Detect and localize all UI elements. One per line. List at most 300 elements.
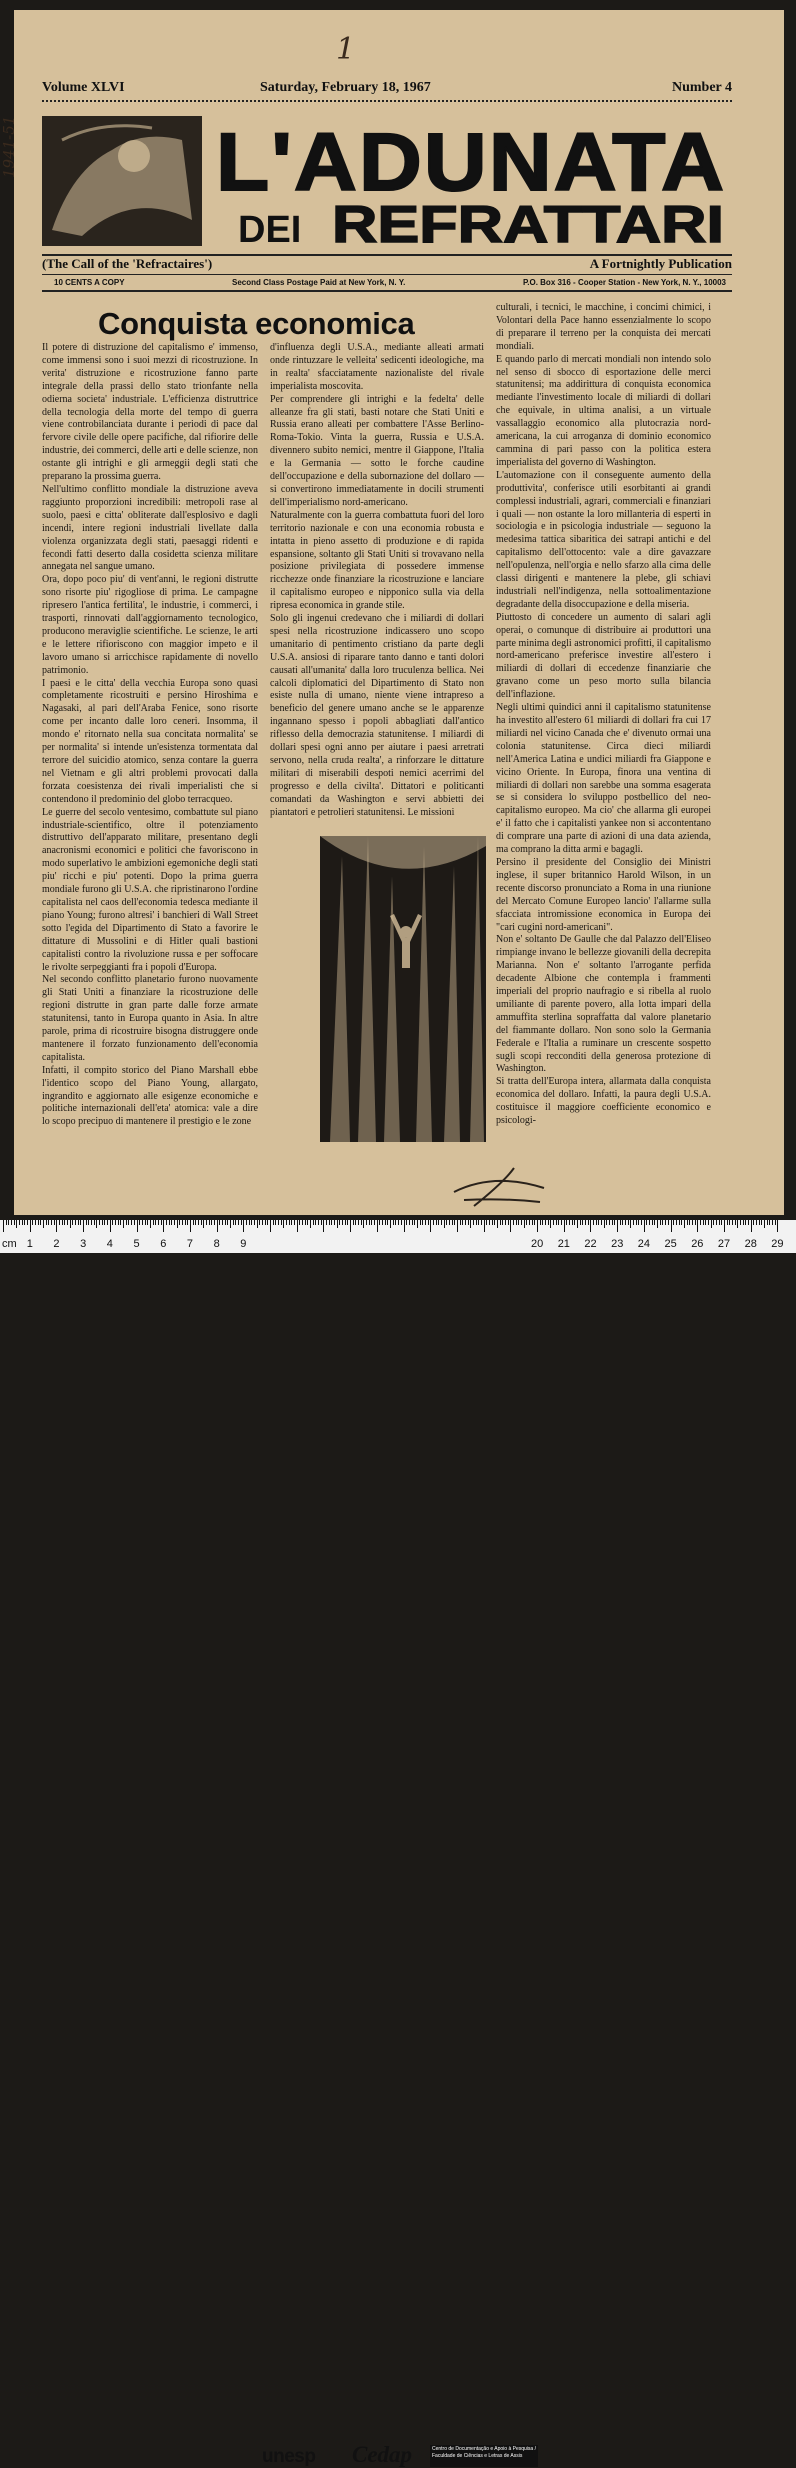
ruler-tick [444, 1220, 445, 1228]
ruler-tick [644, 1220, 645, 1232]
ruler-tick [553, 1220, 554, 1225]
ruler-tick [30, 1220, 31, 1232]
info-rule-top [42, 274, 732, 275]
ruler-tick [8, 1220, 9, 1225]
ruler-tick [641, 1220, 642, 1225]
ruler-tick [254, 1220, 255, 1225]
ruler-tick [206, 1220, 207, 1225]
ruler-tick [441, 1220, 442, 1225]
ruler-tick [465, 1220, 466, 1225]
ruler-tick [246, 1220, 247, 1225]
ruler-tick [326, 1220, 327, 1225]
subtitle-left: (The Call of the 'Refractaires') [42, 256, 213, 271]
ruler-tick [596, 1220, 597, 1225]
ruler-tick [590, 1220, 591, 1232]
ruler-tick [283, 1220, 284, 1228]
issue-date: Saturday, February 18, 1967 [260, 80, 431, 95]
ruler-tick [462, 1220, 463, 1225]
ruler-tick [377, 1220, 378, 1232]
woodcut-illustration [320, 836, 486, 1142]
handwritten-page-number: 1 [336, 32, 356, 67]
ruler-tick [652, 1220, 653, 1225]
ruler-tick [502, 1220, 503, 1225]
ruler-tick [636, 1220, 637, 1225]
ruler-tick [275, 1220, 276, 1225]
ruler-tick [294, 1220, 295, 1225]
ruler-tick [51, 1220, 52, 1225]
ruler-tick [489, 1220, 490, 1225]
ruler-tick [278, 1220, 279, 1225]
ruler-tick [406, 1220, 407, 1225]
ruler-tick [521, 1220, 522, 1225]
ruler-tick [310, 1220, 311, 1228]
ruler-tick [492, 1220, 493, 1225]
ruler-tick [574, 1220, 575, 1225]
ruler-tick [54, 1220, 55, 1225]
ruler-tick [532, 1220, 533, 1225]
ruler-tick [222, 1220, 223, 1225]
subtitle-right: A Fortnightly Publication [589, 256, 732, 271]
ruler-tick [662, 1220, 663, 1225]
ruler-tick [724, 1220, 725, 1232]
ruler-tick [671, 1220, 672, 1232]
ruler-tick [14, 1220, 15, 1225]
ruler-tick [569, 1220, 570, 1225]
ruler-tick [155, 1220, 156, 1225]
ruler-number: 9 [240, 1238, 247, 1250]
ruler-tick [665, 1220, 666, 1225]
ruler-tick [350, 1220, 351, 1232]
ruler-tick [147, 1220, 148, 1225]
ruler-tick [209, 1220, 210, 1225]
ruler-tick [315, 1220, 316, 1225]
ruler-number: 20 [531, 1238, 544, 1250]
ruler-tick [751, 1220, 752, 1232]
ruler-tick [689, 1220, 690, 1225]
ruler-tick [185, 1220, 186, 1225]
ruler-tick [542, 1220, 543, 1225]
title-adunata: L'ADUNATA [216, 117, 726, 208]
ruler-tick [729, 1220, 730, 1225]
ruler-tick [585, 1220, 586, 1225]
ruler-tick [703, 1220, 704, 1225]
ruler-tick [128, 1220, 129, 1225]
ruler-tick [78, 1220, 79, 1225]
ruler-tick [35, 1220, 36, 1225]
ruler-tick [727, 1220, 728, 1225]
ruler-tick [262, 1220, 263, 1225]
ruler-tick [299, 1220, 300, 1225]
ruler-tick [225, 1220, 226, 1225]
ruler-tick [436, 1220, 437, 1225]
ruler-tick [452, 1220, 453, 1225]
ruler-tick [107, 1220, 108, 1225]
ruler-tick [126, 1220, 127, 1225]
ruler-tick [526, 1220, 527, 1225]
ruler-tick [395, 1220, 396, 1225]
ruler-tick [313, 1220, 314, 1225]
ruler-tick [11, 1220, 12, 1225]
ruler-tick [761, 1220, 762, 1225]
ruler-tick [179, 1220, 180, 1225]
ruler-tick [422, 1220, 423, 1225]
ruler-tick [414, 1220, 415, 1225]
ruler-tick [323, 1220, 324, 1232]
ruler-tick [227, 1220, 228, 1225]
ruler-number: 3 [80, 1238, 87, 1250]
ruler-tick [775, 1220, 776, 1225]
ruler-tick [505, 1220, 506, 1225]
title-dei: DEI [238, 209, 302, 251]
ruler-tick [59, 1220, 60, 1225]
ruler-tick [497, 1220, 498, 1228]
ruler-number: 7 [186, 1238, 194, 1250]
price: 10 CENTS A COPY [54, 278, 125, 287]
ruler-tick [387, 1220, 388, 1225]
ruler-tick [385, 1220, 386, 1225]
dotted-rule [42, 100, 732, 102]
ruler-tick [716, 1220, 717, 1225]
ruler-tick [516, 1220, 517, 1225]
ruler-tick [705, 1220, 706, 1225]
ruler-number: 24 [637, 1238, 651, 1250]
ruler-tick [564, 1220, 565, 1232]
ruler-tick [772, 1220, 773, 1225]
ruler-tick [139, 1220, 140, 1225]
ruler-tick [681, 1220, 682, 1225]
ruler-tick [27, 1220, 28, 1225]
ruler-number: 28 [744, 1238, 757, 1250]
ruler-tick [334, 1220, 335, 1225]
ruler-tick [43, 1220, 44, 1228]
ruler-tick [719, 1220, 720, 1225]
ruler-tick [331, 1220, 332, 1225]
measurement-ruler [0, 1220, 796, 2467]
ruler-tick [22, 1220, 23, 1225]
ruler-tick [102, 1220, 103, 1225]
ruler-number: 6 [160, 1238, 167, 1250]
ruler-tick [233, 1220, 234, 1225]
ruler-number: 29 [771, 1238, 784, 1250]
ruler-tick [654, 1220, 655, 1225]
ruler-tick [713, 1220, 714, 1225]
ruler-tick [449, 1220, 450, 1225]
ruler-tick [174, 1220, 175, 1225]
ruler-tick [153, 1220, 154, 1225]
ruler-tick [668, 1220, 669, 1225]
article-column-2: d'influenza degli U.S.A., mediante alleati armati onde rintuzzare le velleita' sedicenti ideologiche, ma in realta' sfacciatamente nazionaliste del rivale imperialista moscovita. Per comprendere gli intrighi e la fedelta' delle alleanze fra gli stati, basti notare che Stati Uniti e Russia erano alleati per combattere l'Asse Berlino-Roma-Tokio. Vinta la guerra, Russia e U.S.A. divennero subito nemici, mentre il Giappone, l'Italia e la Germania — sotto le forche caudine dell'occupazione e della subornazione del dollaro — si convertirono immediatamente in docili strumenti dell'imperialismo nord-americano. Naturalmente con la guerra combattuta fuori del loro territorio nazionale e con una economia robusta e intatta in pieno assetto di produzione e di rapida espansione, soltanto gli Stati Uniti si trovavano nella posizione privilegiata di possedere immense ricchezze onde finanziare la ricostruzione e lanciare il capitalismo europeo e nipponico sulla via della ripresa economica in grande stile. Solo gli ingenui credevano che i miliardi di dollari spesi nella ricostruzione indicassero uno scopo umanitario di pentimento cristiano da parte degli U.S.A. ansiosi di riparare tanto danno e tanti dolori causati all'umanita' dalla loro truculenza bellica. Nei calcoli diplomatici del Dipartimento di Stato non esiste nulla di umano, niente viene intrapreso a beneficio del genere umano anche se le apparenze ingannano spesso i popoli abbagliati dall'antico riflesso della democrazia statunitense. I miliardi di dollari spesi ogni anno per aiutare i paesi arretrati servono, nella cruda realta', a rinforzare le dittature militari di miserabili despoti nemici acerrimi del progresso e della civilta'. Dittatori e politicanti comandati da Washington e servi abbietti dei piantatori e petrolieri statunitensi. Le missioni [270, 342, 484, 818]
ruler-unit: cm [2, 1238, 17, 1250]
ruler-tick [398, 1220, 399, 1225]
ruler-tick [75, 1220, 76, 1225]
ruler-tick [104, 1220, 105, 1225]
newspaper-page [0, 10, 784, 1215]
ruler-tick [214, 1220, 215, 1225]
ruler-tick [748, 1220, 749, 1225]
ruler-number: 5 [133, 1238, 140, 1250]
ruler-tick [508, 1220, 509, 1225]
ruler-tick [347, 1220, 348, 1225]
ruler-tick [169, 1220, 170, 1225]
ruler-tick [460, 1220, 461, 1225]
ruler-tick [700, 1220, 701, 1225]
ruler-tick [628, 1220, 629, 1225]
ruler-tick [500, 1220, 501, 1225]
ruler-tick [529, 1220, 530, 1225]
ruler-tick [470, 1220, 471, 1228]
masthead-logo [42, 110, 732, 254]
ruler-tick [556, 1220, 557, 1225]
ruler-tick [24, 1220, 25, 1225]
ruler-tick [753, 1220, 754, 1225]
ruler-tick [72, 1220, 73, 1225]
ruler-tick [473, 1220, 474, 1225]
ruler-number: 8 [213, 1238, 220, 1250]
ruler-tick [64, 1220, 65, 1225]
ruler-tick [123, 1220, 124, 1228]
ruler-tick [484, 1220, 485, 1232]
ruler-tick [166, 1220, 167, 1225]
ruler-tick [708, 1220, 709, 1225]
ruler-tick [142, 1220, 143, 1225]
ruler-tick [363, 1220, 364, 1228]
ruler-tick [6, 1220, 7, 1225]
ruler-tick [115, 1220, 116, 1225]
ruler-tick [510, 1220, 511, 1232]
ruler-tick [393, 1220, 394, 1225]
info-rule-bottom [42, 290, 732, 292]
ruler-tick [358, 1220, 359, 1225]
ruler-tick [649, 1220, 650, 1225]
ruler-tick [118, 1220, 119, 1225]
ruler-tick [371, 1220, 372, 1225]
ruler-tick [307, 1220, 308, 1225]
ruler-tick [561, 1220, 562, 1225]
ruler-tick [379, 1220, 380, 1225]
ruler-tick [764, 1220, 765, 1228]
ruler-tick [230, 1220, 231, 1228]
ruler-tick [251, 1220, 252, 1225]
masthead-top-line [42, 80, 732, 102]
ruler-tick [454, 1220, 455, 1225]
ruler-tick [566, 1220, 567, 1225]
ruler-tick [158, 1220, 159, 1225]
ruler-tick [588, 1220, 589, 1225]
ruler-tick [297, 1220, 298, 1232]
ruler-tick [342, 1220, 343, 1225]
ruler-tick [32, 1220, 33, 1225]
ruler-tick [203, 1220, 204, 1228]
ruler-tick [412, 1220, 413, 1225]
ruler-tick [134, 1220, 135, 1225]
ruler-tick [601, 1220, 602, 1225]
ruler-tick [660, 1220, 661, 1225]
ruler-tick [577, 1220, 578, 1228]
ruler-tick [361, 1220, 362, 1225]
ruler-tick [355, 1220, 356, 1225]
woodcut-figure-icon [42, 116, 202, 246]
article-headline: Conquista economica [98, 306, 415, 341]
ruler-tick [46, 1220, 47, 1225]
ruler-number: 27 [717, 1238, 731, 1250]
ruler-tick [606, 1220, 607, 1225]
ruler-tick [198, 1220, 199, 1225]
ruler-tick [150, 1220, 151, 1228]
ruler-tick [219, 1220, 220, 1225]
ruler-tick [524, 1220, 525, 1228]
ruler-number: 23 [611, 1238, 624, 1250]
ruler-tick [366, 1220, 367, 1225]
ruler-tick [692, 1220, 693, 1225]
ruler-tick [163, 1220, 164, 1232]
ruler-tick [96, 1220, 97, 1228]
ruler-tick [270, 1220, 271, 1232]
ruler-tick [476, 1220, 477, 1225]
cedap-description: Centro de Documentação e Apoio à Pesquisa / Faculdade de Ciências e Letras de Assis [430, 2445, 538, 2467]
ruler-tick [743, 1220, 744, 1225]
ruler-tick [339, 1220, 340, 1225]
ruler-tick [478, 1220, 479, 1225]
ruler-tick [745, 1220, 746, 1225]
ruler-tick [193, 1220, 194, 1225]
ruler-tick [481, 1220, 482, 1225]
ruler-tick [265, 1220, 266, 1225]
article-column-3: culturali, i tecnici, le macchine, i concimi chimici, i Volontari della Pace hanno essenzialmente lo scopo di preparare il terreno per la conquista dei mercati mondiali. E quando parlo di mercati mondiali non intendo solo nel senso di sbocco di esportazione delle merci statunitensi; ma addirittura di conquista economica mediante l'investimento locale di miliardi di dollari che equivale, in ultima analisi, a un virtuale vassallaggio economico alla plutocrazia nord-americana, la cui arroganza di dominio economico cammina di pari passo con la politica estera imperialista del governo di Washington. L'automazione con il conseguente aumento della produttivita', conferisce utili esorbitanti ai grandi complessi industriali, agrari, commerciali e finanziari i quali — non ostante la loro millanteria di esperti in sociologia e in psicologia industriale — seguono la medesima tattica sibaritica dei satrapi antichi e del capitalismo dell'ottocento: vale a dire gavazzare nell'opulenza, nell'orgia e nello sfarzo alla cima delle classi dirigenti e mantenere la plebe, gli schiavi industriali nell'indigenza, nella sottoalimentazione degradante della disoccupazione e della miseria. Piuttosto di concedere un aumento di salari agli operai, o comunque di distribuire ai produttori una parte minima degli astronomici profitti, il capitalismo nord-americano preferisce investire all'estero i miliardi di dollari di eccedenze finanziarie che gravano come un peso morto sulla bilancia dell'inflazione. Negli ultimi quindici anni il capitalismo statunitense ha investito all'estero 61 miliardi di dollari fra cui 17 miliardi nel vicino Canada che e' divenuto ormai una colonia statunitense. Circa dieci miliardi nell'America Latina e undici miliardi fra Giappone e vicino Oriente. In Europa, finora una ventina di miliardi di dollari non sarebbe una somma esagerata se si considera lo sviluppo postbellico del neo-capitalismo europeo. Ma cio' che allarma gli europei e' il fatto che i capitalisti yankee non si accontentano di comprare una parte di azioni di una data azienda, ma comprano la ditta armi e bagagli. Persino il presidente del Consiglio dei Ministri inglese, il super britannico Harold Wilson, in un recente discorso pronunciato a Roma in una riunione del Mercato Comune Europeo lancio' l'allarme sulla sfacciata intromissione economica in Europa dei "cari cugini nord-americani". Non e' soltanto De Gaulle che dal Palazzo dell'Eliseo rimpiange invano le bellezze giovanili della decrepita Marianna. Non e' soltanto l'arrogante perfida decadente Albione che contempla i frammenti imperiali del proprio naufragio e si ribella al ruolo umiliante di parente povero, alla lotta impari della ammuffita sterlina sopraffatta dal valore planetario del fiammante dollaro. Non sono solo la Germania Federale e l'Italia a ruminare un crescente sospetto sugli scopi recconditi della generosa protezione di Washington. Si tratta dell'Europa intera, allarmata dalla conquista economica del dollaro. Infatti, la paura degli U.S.A. costituisce il maggiore coefficiente economico e psicologi- [496, 302, 711, 1127]
ruler-tick [249, 1220, 250, 1225]
ruler-tick [598, 1220, 599, 1225]
ruler-tick [582, 1220, 583, 1225]
ruler-tick [580, 1220, 581, 1225]
title-refrattari: REFRATTARI [332, 196, 724, 254]
ruler-tick [769, 1220, 770, 1225]
ruler-tick [777, 1220, 778, 1232]
cedap-logo: Cedap [352, 2442, 413, 2467]
ruler-tick [48, 1220, 49, 1225]
unesp-logo: unesp [262, 2446, 316, 2467]
ruler-tick [201, 1220, 202, 1225]
ruler-tick [767, 1220, 768, 1225]
ruler-tick [238, 1220, 239, 1225]
ruler-tick [614, 1220, 615, 1225]
ruler-tick [684, 1220, 685, 1228]
ruler-tick [302, 1220, 303, 1225]
ruler-tick [161, 1220, 162, 1225]
ruler-tick [99, 1220, 100, 1225]
ruler-tick [430, 1220, 431, 1232]
ruler-tick [145, 1220, 146, 1225]
ruler-tick [657, 1220, 658, 1228]
ruler-tick [329, 1220, 330, 1225]
ruler-tick [468, 1220, 469, 1225]
ruler-tick [457, 1220, 458, 1232]
ruler-tick [425, 1220, 426, 1225]
ruler-number: 25 [664, 1238, 677, 1250]
ruler-tick [243, 1220, 244, 1232]
ruler-tick [593, 1220, 594, 1225]
ruler-tick [537, 1220, 538, 1232]
ruler-tick [622, 1220, 623, 1225]
ruler-tick [241, 1220, 242, 1225]
ruler-tick [217, 1220, 218, 1232]
ruler-tick [438, 1220, 439, 1225]
ruler-tick [171, 1220, 172, 1225]
ruler-tick [195, 1220, 196, 1225]
ruler-tick [756, 1220, 757, 1225]
ruler-tick [711, 1220, 712, 1228]
ruler-tick [337, 1220, 338, 1228]
ruler-tick [404, 1220, 405, 1232]
ruler-tick [609, 1220, 610, 1225]
ruler-tick [40, 1220, 41, 1225]
ruler-tick [620, 1220, 621, 1225]
ruler-tick [67, 1220, 68, 1225]
ruler-tick [612, 1220, 613, 1225]
ruler-tick [420, 1220, 421, 1225]
ruler-tick [617, 1220, 618, 1232]
ruler-tick [131, 1220, 132, 1225]
ruler-tick [211, 1220, 212, 1225]
ruler-tick [56, 1220, 57, 1232]
article-column-1: Il potere di distruzione del capitalismo e' immenso, come immensi sono i suoi mezzi di ricostruzione. In verita' distruzione e ricostruzione fanno parte integrale della prassi dello stato trionfante nella odierna societa' industriale. L'efficienza distruttrice della tecnologia della morte del tempo di guerra viene controbilanciata durante i periodi di pace dal fervore civile delle opere pacifiche, dal rifiorire delle industrie, dei commerci, delle arti e delle scienze, non ostante gli intrighi e gli armeggii degli stati che preparano la prossima guerra. Nell'ultimo conflitto mondiale la distruzione aveva raggiunto proporzioni incredibili: metropoli rase al suolo, paesi e citta' obliterate dall'esplosivo e dagli incendi, intere regioni industriali livellate dalla violenza organizzata degli stati, paesaggi ridenti e fecondi fatti deserto dalla cosidetta scienza militare annegata nel sangue umano. Ora, dopo poco piu' di vent'anni, le regioni distrutte sono risorte piu' rigogliose di prima. Le campagne ripresero l'antica fertilita', le industrie, i commerci, i trasporti, rinnovati dall'aggiornamento tecnologico, producono meraviglie scientifiche. Le scienze, le arti e le lettere rifioriscono con maggior impeto e il lavoro umano si arricchisce rapidamente di novello patrimonio. I paesi e le citta' della vecchia Europa sono quasi completamente ricostruiti e persino Hiroshima e Nagasaki, al pari dell'Araba Fenice, sono risorte come per incanto dalle loro ceneri. Insomma, il mondo e' ritornato nella sua concitata normalita' se per normalita' si intende un'esistenza tormentata dal terrore del suicidio atomico, senza contare la guerra nel Vietnam e gli altri problemi provocati dalla forzata coesistenza dei rivali imperialisti che si contendono il predominio del globo terracqueo. Le guerre del secolo ventesimo, combattute sul piano industriale-scientifico, oltre il potenziamento distruttivo dell'apparato militare, presentano degli anacronismi economici e politici che favoriscono in modo superlativo le ambizioni egemoniche degli stati piu' ricchi e piu' potenti. Dopo la prima guerra mondiale furono gli U.S.A. che ripristinarono l'ordine capitalista nel caos dell'economia tedesca mediante il piano Young; furono altresi' i banchieri di Wall Street sotto l'egida del Dipartimento di Stato a favorire le dittature di Mussolini e di Hitler quali bastioni capitalisti contro la rivoluzione russa e per soffocare le rivolte serpeggianti fra i popoli d'Europa. Nel secondo conflitto planetario furono nuovamente gli Stati Uniti a finanziare la ricostruzione delle regioni distrutte in gran parte dalle forze armate statunitensi, tanto in Europa quanto in Asia. In altre parole, prima di ricostruire bisogna distruggere onde mantenere il forzato funzionamento dell'economia capitalista. Infatti, il compito storico del Piano Marshall ebbe l'identico scopo del Piano Young, allargato, ingrandito e aggiornato alle esigenze economiche e politiche internazionali dell'eta' atomica: vale a dire lo scopo precipuo di mantenere il prestigio e le zone [42, 342, 258, 1128]
ruler-tick [235, 1220, 236, 1225]
ruler-tick [382, 1220, 383, 1225]
ruler-tick [19, 1220, 20, 1225]
ruler-tick [695, 1220, 696, 1225]
ruler-tick [494, 1220, 495, 1225]
ruler-tick [417, 1220, 418, 1228]
ruler-tick [740, 1220, 741, 1225]
ruler-tick [737, 1220, 738, 1228]
ruler-tick [540, 1220, 541, 1225]
ruler-tick [646, 1220, 647, 1225]
ruler-tick [374, 1220, 375, 1225]
ruler-tick [513, 1220, 514, 1225]
ruler-tick [305, 1220, 306, 1225]
ruler-tick [687, 1220, 688, 1225]
ruler-tick [428, 1220, 429, 1225]
ruler-tick [62, 1220, 63, 1225]
volume-label: Volume XLVI [42, 80, 125, 95]
ruler-tick [558, 1220, 559, 1225]
handwritten-mark-icon [444, 1162, 554, 1212]
ruler-tick [16, 1220, 17, 1228]
ruler-tick [177, 1220, 178, 1228]
ruler-tick [721, 1220, 722, 1225]
ruler-number: 26 [691, 1238, 704, 1250]
ruler-tick [630, 1220, 631, 1228]
address: P.O. Box 316 - Cooper Station - New York, N. Y., 10003 [522, 278, 726, 287]
ruler-tick [281, 1220, 282, 1225]
ruler-number: 2 [53, 1238, 60, 1250]
ruler-tick [633, 1220, 634, 1225]
ruler-tick [91, 1220, 92, 1225]
ruler-number: 22 [584, 1238, 597, 1250]
ruler-tick [697, 1220, 698, 1232]
ruler-tick [638, 1220, 639, 1225]
ruler-tick [409, 1220, 410, 1225]
ruler-number: 21 [557, 1238, 570, 1250]
masthead-tagline [42, 256, 732, 274]
ruler-tick [345, 1220, 346, 1225]
ruler-tick [88, 1220, 89, 1225]
ruler-tick [187, 1220, 188, 1225]
ruler-tick [446, 1220, 447, 1225]
ruler-tick [289, 1220, 290, 1225]
ruler-tick [390, 1220, 391, 1228]
ruler-tick [673, 1220, 674, 1225]
ruler-tick [735, 1220, 736, 1225]
ruler-number: 1 [26, 1238, 33, 1250]
